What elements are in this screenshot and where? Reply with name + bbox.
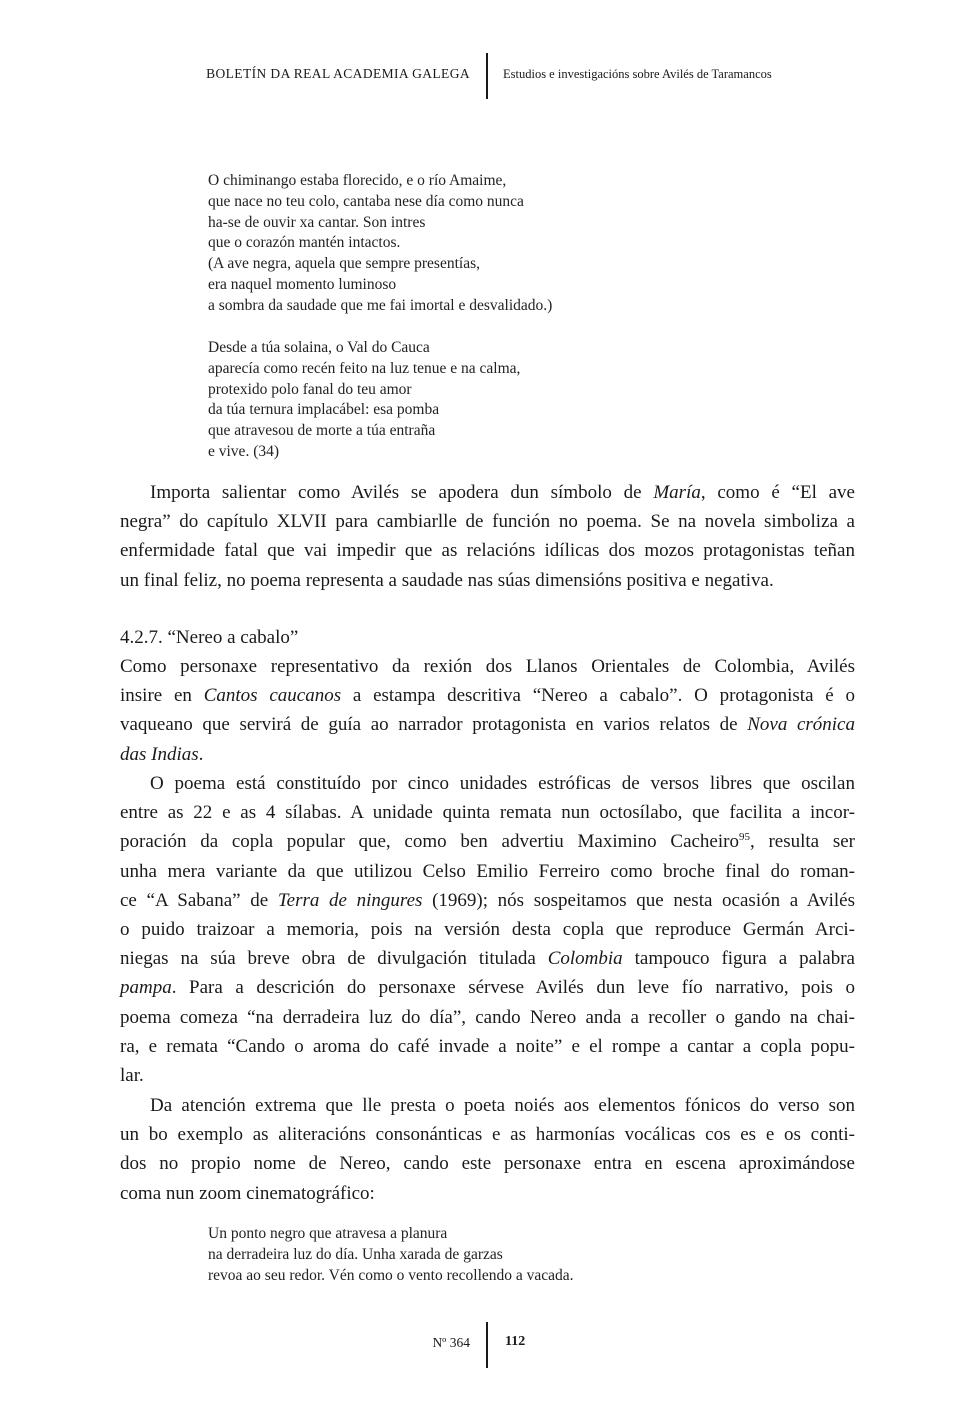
verse-line: que nace no teu colo, cantaba nese día como nunca	[208, 192, 524, 210]
verse-line: Desde a túa solaina, o Val do Cauca	[208, 339, 430, 356]
text-line: Importa salientar como Avilés se apodera dun símbolo de María, como é “El ave	[150, 482, 855, 503]
header-divider	[486, 53, 488, 99]
text-line: vaqueano que servirá de guía ao narrador protagonista en varios relatos de Nova crónica	[120, 714, 855, 736]
text-line: niegas na súa breve obra de divulgación titulada Colombia tampouco figura a palabra	[120, 948, 855, 970]
text-line: lar.	[120, 1065, 144, 1087]
text-line: das Indias.	[120, 743, 204, 765]
text-line: negra” do capítulo XLVII para cambiarlle de función no poema. Se na novela simboliza a	[120, 511, 855, 533]
issue-number: Nº 364	[432, 1335, 470, 1350]
text-line: unha mera variante da que utilizou Celso Emilio Ferreiro como broche final do roman-	[120, 860, 855, 882]
verse-line: protexido polo fanal do teu amor	[208, 380, 412, 398]
verse-line: que o corazón mantén intactos.	[208, 234, 401, 252]
section-title: Estudios e investigacións sobre Avilés de Taramancos	[503, 67, 772, 81]
verse-line: ha-se de ouvir xa cantar. Son intres	[208, 213, 426, 231]
verse-line: da túa ternura implacábel: esa pomba	[208, 401, 440, 419]
text-line: un final feliz, no poema representa a saudade nas súas dimensións positiva e negativa.	[120, 569, 774, 591]
running-header	[0, 53, 975, 99]
verse-line: revoa ao seu redor. Vén como o vento recollendo a vacada.	[208, 1266, 574, 1284]
section-heading: 4.2.7. “Nereo a cabalo”	[120, 627, 299, 648]
text-line: entre as 22 e as 4 sílabas. A unidade quinta remata nun octosílabo, que facilita a incor-	[120, 802, 855, 824]
text-line: ce “A Sabana” de Terra de ningures (1969); nós sospeitamos que nesta ocasión a Avilés	[120, 889, 855, 911]
verse-line: aparecía como recén feito na luz tenue e na calma,	[208, 359, 521, 377]
text-line: Da atención extrema que lle presta o poeta noiés aos elementos fónicos do verso son	[150, 1095, 855, 1116]
text-line: Como personaxe representativo da rexión dos Llanos Orientales de Colombia, Avilés	[120, 656, 855, 677]
page-number: 112	[505, 1334, 526, 1349]
verse-quote-3	[208, 1224, 574, 1286]
text-line: pampa. Para a descrición do personaxe sérvese Avilés dun leve fío narrativo, pois o	[120, 977, 855, 999]
verse-line: Un ponto negro que atravesa a planura	[208, 1225, 448, 1242]
verse-line: O chiminango estaba florecido, e o río Amaime,	[208, 172, 507, 189]
verse-quote-2	[208, 338, 520, 463]
running-footer	[0, 1322, 975, 1368]
paragraph-phonic-elements	[120, 1091, 855, 1208]
text-line: o puido traizoar a memoria, pois na versión desta copla que reproduce Germán Arci-	[120, 919, 855, 941]
footnote-ref-95[interactable]: 95	[738, 831, 750, 844]
word-pampa: pampa	[120, 977, 172, 999]
text-line: O poema está constituído por cinco unidades estróficas de versos libres que oscilan	[150, 773, 855, 794]
text-line: enfermidade fatal que vai impedir que as relacións idílicas dos mozos protagonistas teñan	[120, 540, 855, 562]
verse-line: era naquel momento luminoso	[208, 275, 397, 293]
footer-divider	[486, 1322, 488, 1368]
title-terra-de-ningures: Terra de ningures	[277, 889, 423, 911]
paragraph-nereo-intro	[120, 652, 855, 769]
paragraph-ave-negra	[120, 478, 855, 595]
verse-line: (A ave negra, aquela que sempre presentías,	[208, 255, 480, 273]
text-line: dos no propio nome de Nereo, cando este personaxe entra en escena aproximándose	[120, 1153, 855, 1175]
paragraph-poem-structure	[120, 769, 855, 1090]
title-cantos-caucanos: Cantos caucanos	[203, 685, 342, 707]
text-line: poema comeza “na derradeira luz do día”, cando Nereo anda a recoller o gando na chai-	[120, 1006, 855, 1028]
verse-quote-1	[208, 171, 552, 317]
text-line: insire en Cantos caucanos a estampa descritiva “Nereo a cabalo”. O protagonista é o	[120, 685, 855, 707]
text-line: un bo exemplo as aliteracións consonánticas e as harmonías vocálicas cos es e os conti-	[120, 1124, 855, 1146]
title-maria: María	[653, 482, 701, 503]
title-colombia: Colombia	[547, 948, 623, 970]
title-nova-cronica: Nova crónica	[747, 714, 855, 736]
verse-line: a sombra da saudade que me fai imortal e desvalidado.)	[208, 296, 553, 314]
text-line: poración da copla popular que, como ben advertiu Maximino Cacheiro$^{95}$, resulta ser	[120, 831, 855, 853]
verse-line: que atravesou de morte a túa entraña	[208, 422, 436, 440]
verse-line: na derradeira luz do día. Unha xarada de garzas	[208, 1245, 503, 1263]
title-das-indias: das Indias	[120, 743, 199, 765]
verse-line: e vive. (34)	[208, 442, 280, 460]
text-line: ra, e remata “Cando o aroma do café invade a noite” e el rompe a cantar a copla popu-	[120, 1035, 855, 1057]
text-line: coma nun zoom cinematográfico:	[120, 1182, 375, 1204]
journal-title: BOLETÍN DA REAL ACADEMIA GALEGA	[206, 66, 470, 81]
